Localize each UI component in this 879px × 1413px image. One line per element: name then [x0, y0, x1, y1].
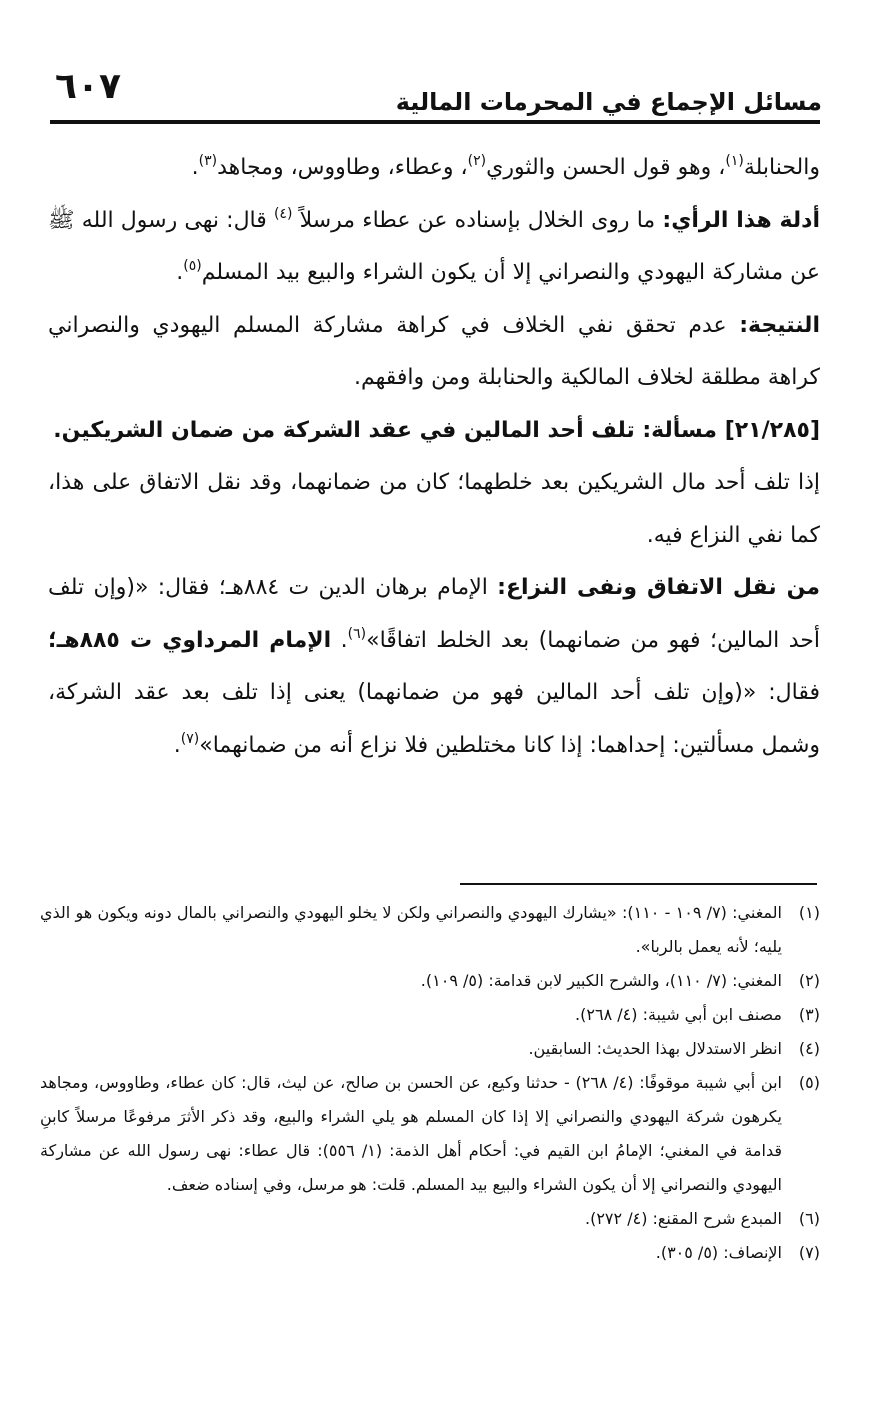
- text-run: ما روى الخلال بإسناده عن عطاء مرسلاً: [292, 207, 663, 233]
- text-run: ، وعطاء، وطاووس، ومجاهد: [217, 155, 468, 180]
- footnote-text: ابن أبي شيبة موقوفًا: (٤/ ٢٦٨) - حدثنا وكيع، عن الحسن بن صالح، عن ليث، قال: كان عطاء، وطاووس، ومجاهد يكرهون شركة اليهودي والنصراني إلا إذا كان المسلم هو يلي الشراء والبيع، وقد ذكر الأثرَ مرفوعًا مرسلاً كابنِ قدامة في المغني؛ الإمامُ ابن القيم في: أحكام أهل الذمة: (١/ ٥٥٦): قال عطاء: نهى رسول الله عن مشاركة اليهودي والنصراني إلا أن يكون الشراء والبيع بيد المسلم. قلت: هو مرسل، وفي إسناده ضعف.: [40, 1073, 782, 1194]
- footnote-ref: (٢): [467, 153, 487, 169]
- footnote: [40, 1032, 820, 1066]
- issue-heading: [٢١/٢٨٥] مسألة: تلف أحد المالين في عقد الشركة من ضمان الشريكين.: [53, 417, 820, 443]
- footnote: [40, 998, 820, 1032]
- footnote-number: (٢): [798, 971, 820, 990]
- text-run: .: [331, 627, 348, 653]
- footnote-ref: (٣): [198, 153, 218, 169]
- footnote: [40, 896, 820, 964]
- text-run: .: [176, 260, 184, 285]
- running-title: مسائل الإجماع في المحرمات المالية: [395, 88, 822, 116]
- text-run: .: [173, 732, 181, 758]
- paragraph-evidence: [48, 195, 820, 300]
- footnote-text: انظر الاستدلال بهذا الحديث: السابقين.: [528, 1039, 782, 1058]
- footnote-ref: (٥): [183, 258, 202, 274]
- paragraph-consensus: [48, 562, 820, 772]
- paragraph-hanabila: [48, 142, 820, 195]
- footnote: [40, 1066, 820, 1202]
- text-run: فقال: «(وإن تلف أحد المالين فهو من ضمانهما) يعنى إذا تلف بعد عقد الشركة، وشمل مسألتين: إحداهما: إذا كانا مختلطين فلا نزاع أنه من ضمانهما»: [48, 680, 820, 758]
- footnote-text: المبدع شرح المقنع: (٤/ ٢٧٢).: [585, 1209, 782, 1228]
- footnote-rule: [460, 883, 817, 885]
- paragraph-issue: إذا تلف أحد مال الشريكين بعد خلطهما؛ كان من ضمانهما، وقد نقل الاتفاق على هذا، كما نفي النزاع فيه.: [48, 470, 820, 548]
- footnote-text: المغني: (٧/ ١١٠)، والشرح الكبير لابن قدامة: (٥/ ١٠٩).: [420, 971, 782, 990]
- page-number: ٦٠٧: [55, 66, 121, 107]
- footnote-number: (٧): [798, 1243, 820, 1262]
- footnote-ref: (١): [725, 153, 744, 169]
- bold-run: الإمام المرداوي ت ٨٨٥هـ؛: [48, 627, 332, 653]
- text-run: الإمام برهان الدين ت ٨٨٤هـ؛ فقال: «(وإن تلف أحد المالين؛ فهو من ضمانهما) بعد الخلط اتفاقًا»: [48, 575, 821, 653]
- text-run: .: [191, 155, 199, 180]
- footnote-text: الإنصاف: (٥/ ٣٠٥).: [655, 1243, 782, 1262]
- footnote-ref: (٦): [347, 625, 367, 642]
- footnote-number: (١): [798, 903, 820, 922]
- footnote-number: (٥): [798, 1073, 820, 1092]
- footnote-number: (٦): [798, 1209, 820, 1228]
- footnote-number: (٣): [798, 1005, 820, 1024]
- footnote: [40, 964, 820, 998]
- lead-evidence: أدلة هذا الرأي:: [662, 207, 820, 233]
- footnote: [40, 1202, 820, 1236]
- footnote: [40, 1236, 820, 1270]
- footnote-text: مصنف ابن أبي شيبة: (٤/ ٢٦٨).: [575, 1005, 782, 1024]
- text-run: والحنابلة: [743, 155, 820, 180]
- footnote-number: (٤): [798, 1039, 820, 1058]
- text-run: ، وهو قول الحسن والثوري: [486, 155, 726, 180]
- header-rule: [50, 120, 820, 124]
- main-text: [48, 142, 820, 772]
- footnote-text: المغني: (٧/ ١٠٩ - ١١٠): «يشارك اليهودي والنصراني ولكن لا يخلو اليهودي والنصراني بالمال دونه ويكون هو الذي يليه؛ لأنه يعمل بالربا».: [40, 903, 783, 956]
- footnote-ref: (٧): [180, 730, 200, 747]
- lead-result: النتيجة:: [739, 312, 820, 338]
- footnotes: [40, 896, 820, 1270]
- footnote-ref: (٤): [273, 205, 293, 222]
- paragraph-result: [48, 300, 820, 405]
- text-run: عدم تحقق نفي الخلاف في كراهة مشاركة المسلم اليهودي والنصراني كراهة مطلقة لخلاف المالكية والحنابلة ومن وافقهم.: [48, 312, 820, 390]
- lead-consensus: من نقل الاتفاق ونفى النزاع:: [497, 575, 820, 600]
- text-run: قال: نهى رسول الله ﷺ عن مشاركة اليهودي والنصراني إلا أن يكون الشراء والبيع بيد المسلم: [48, 207, 820, 285]
